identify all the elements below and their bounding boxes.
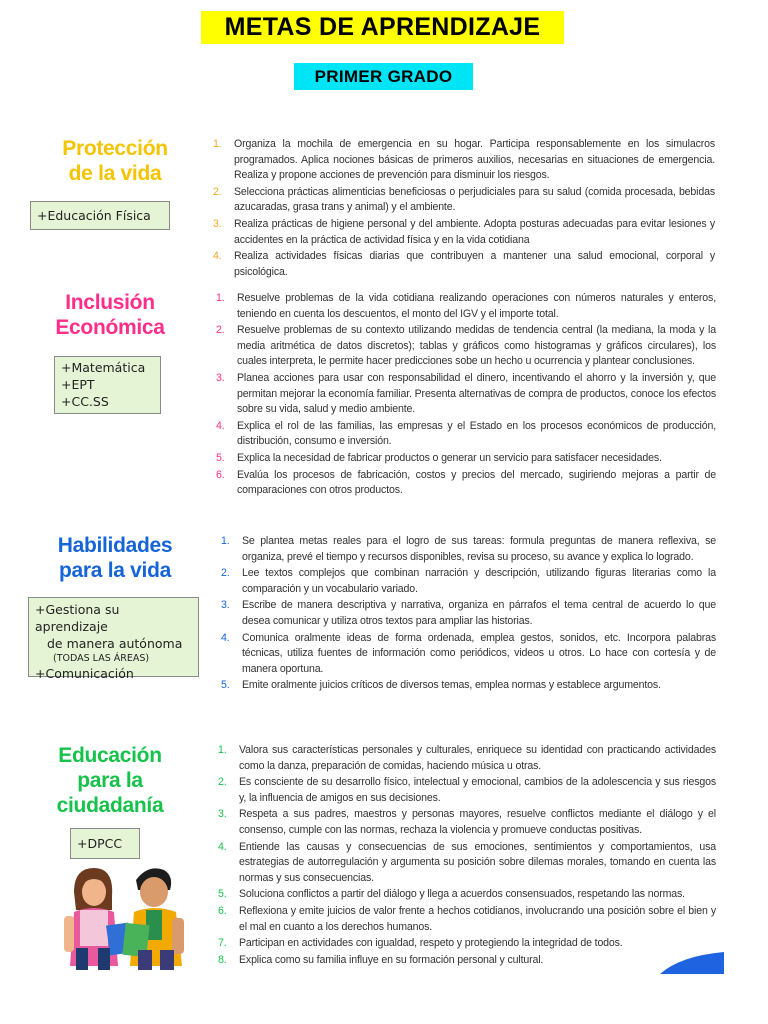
tag-label: +Matemática (61, 360, 146, 375)
tag-box-proteccion (30, 201, 170, 230)
item-text: Realiza actividades físicas diarias que contribuyen a mantener una salud emocional, corporal y psicológica. (234, 250, 715, 278)
item-number: 4. (218, 840, 227, 853)
item-text: Explica como su familia influye en su formación personal y cultural. (239, 953, 544, 966)
list-item (216, 371, 716, 418)
item-number: 5. (216, 451, 225, 464)
tag-label: +Educación Física (37, 208, 151, 223)
item-text: Entiende las causas y consecuencias de sus emociones, sentimientos y comportamientos, usa estrategias de autorregulación y argumenta su posición sobre dilemas morales, tomando en cuenta las normas y sus consecuencias. (239, 840, 716, 884)
goals-list-educacion (218, 743, 716, 969)
list-item (218, 807, 716, 838)
tag-box-inclusion (54, 356, 161, 414)
list-item (213, 185, 715, 216)
item-number: 5. (221, 679, 230, 692)
item-text: Escribe de manera descriptiva y narrativa, organiza en párrafos el tema central de acuerdo lo que desea comunicar y utiliza otros textos para ampliar las historias. (242, 599, 716, 627)
section-heading-proteccion (40, 136, 190, 186)
item-text: Se plantea metas reales para el logro de sus tareas: formula preguntas de manera reflexiva, se organiza, prevé el tiempo y recursos disponibles, revisa su proceso, su avance y explica lo logrado. (242, 535, 716, 563)
item-number: 3. (213, 217, 222, 230)
item-number: 1. (216, 292, 225, 304)
item-text: Realiza prácticas de higiene personal y del ambiente. Adopta posturas adecuadas para evitar lesiones y accidentes en la práctica de actividad física y en la vida cotidiana (234, 217, 715, 246)
item-number: 1. (218, 744, 227, 756)
item-number: 2. (218, 776, 227, 789)
decorative-wave-icon (660, 950, 724, 974)
item-number: 1. (221, 535, 230, 547)
item-number: 7. (218, 937, 227, 950)
section-heading-inclusion (35, 290, 185, 340)
item-text: Emite oralmente juicios críticos de diversos temas, emplea normas y establece argumentos. (242, 679, 661, 692)
list-item (213, 137, 715, 184)
item-text: Planea acciones para usar con responsabilidad el dinero, incentivando el ahorro y la inversión y, que permitan mejorar la economía familiar. Presenta alternativas de compra de productos, conoce los efectos sobre su vida, salud y medio ambiente. (237, 371, 716, 416)
list-item (216, 323, 716, 370)
item-text: Lee textos complejos que combinan narración y descripción, utilizando figuras literarias como la comparación y un vocabulario variado. (242, 567, 716, 595)
item-number: 2. (213, 185, 222, 198)
list-item (221, 631, 716, 678)
item-text: Soluciona conflictos a partir del diálogo y llega a acuerdos consensuados, respetando las normas. (239, 888, 685, 901)
tag-box-habilidades (28, 597, 199, 681)
section-heading-educacion (35, 743, 185, 818)
goals-list-habilidades (221, 534, 716, 695)
item-text: Selecciona prácticas alimenticias beneficiosas o perjudiciales para su salud (comida procesada, bebidas azucaradas, grasa trans y animal) y el ambiente. (234, 185, 715, 214)
item-number: 8. (218, 953, 227, 966)
list-item (221, 534, 716, 565)
tag-box-educacion (70, 828, 140, 859)
item-text: Explica el rol de las familias, las empresas y el Estado en los procesos económicos de producción, distribución, consumo e inversión. (237, 419, 716, 448)
list-item (216, 451, 716, 467)
page-title: METAS DE APRENDIZAJE (201, 11, 564, 44)
tag-label: +EPT (61, 377, 95, 392)
list-item (218, 936, 716, 952)
heading-line: Protección (62, 137, 168, 160)
student-girl-icon (64, 868, 132, 970)
heading-line: Educación (58, 744, 162, 767)
list-item (218, 775, 716, 806)
list-item (221, 598, 716, 629)
item-text: Respeta a sus padres, maestros y personas mayores, resuelve conflictos mediante el diálogo y el consenso, cumple con las normas, rechaza la violencia y promueve conductas positivas. (239, 808, 716, 836)
goals-list-proteccion (213, 137, 715, 281)
list-item (218, 953, 716, 969)
list-item (218, 743, 716, 774)
list-item (213, 249, 715, 280)
heading-line: Inclusión (65, 291, 155, 314)
list-item (216, 291, 716, 322)
list-item (218, 887, 716, 903)
item-number: 6. (218, 904, 227, 917)
heading-line: ciudadanía (56, 794, 164, 817)
item-number: 3. (221, 599, 230, 612)
item-text: Evalúa los procesos de fabricación, costos y precios del mercado, sugiriendo mejoras a partir de comparaciones con otros productos. (237, 468, 716, 497)
item-number: 3. (218, 808, 227, 821)
list-item (216, 419, 716, 450)
item-number: 2. (221, 567, 230, 580)
section-heading-habilidades (40, 533, 190, 583)
item-number: 4. (221, 631, 230, 644)
students-illustration (60, 862, 200, 974)
item-number: 6. (216, 468, 225, 481)
heading-line: para la vida (59, 559, 171, 582)
item-text: Resuelve problemas de la vida cotidiana realizando operaciones con números naturales y enteros, teniendo en cuenta los descuentos, el monto del IGV y el importe total. (237, 292, 716, 320)
item-text: Explica la necesidad de fabricar productos o generar un servicio para satisfacer necesidades. (237, 451, 662, 464)
item-text: Resuelve problemas de su contexto utilizando medidas de tendencia central (la mediana, la moda y la media aritmética de datos discretos); tablas y gráficos como histogramas y gráficos circulares), los cuales interpreta, le permite hacer predicciones sobe un hecho u ocurrencia y plantear conclusiones. (237, 324, 716, 368)
list-item (216, 468, 716, 499)
tag-label: +CC.SS (61, 394, 109, 409)
item-number: 1. (213, 138, 222, 150)
item-number: 3. (216, 371, 225, 384)
list-item (221, 678, 716, 694)
item-number: 4. (216, 419, 225, 432)
student-boy-icon (122, 868, 184, 970)
item-number: 4. (213, 250, 222, 263)
heading-line: Económica (55, 316, 165, 339)
page-subtitle: PRIMER GRADO (294, 63, 473, 90)
heading-line: de la vida (68, 162, 162, 185)
goals-list-inclusion (216, 291, 716, 500)
item-text: Participan en actividades con igualdad, respeto y protegiendo la integridad de todos. (239, 937, 623, 950)
item-text: Valora sus características personales y culturales, enriquece su identidad con practicando actividades como la danza, preparación de comidas, haciendo música u otras. (239, 744, 716, 772)
heading-line: Habilidades (57, 534, 173, 557)
tag-label: +Comunicación (35, 666, 134, 681)
list-item (218, 904, 716, 935)
list-item (213, 217, 715, 248)
item-number: 5. (218, 888, 227, 901)
list-item (218, 840, 716, 887)
item-text: Comunica oralmente ideas de forma ordenada, emplea gestos, sonidos, etc. Incorpora palabras técnicas, utiliza fuentes de información como periódicos, videos u otros. Lo hace con cortesía y de manera oportuna. (242, 631, 716, 675)
heading-line: para la (77, 769, 143, 792)
item-text: Reflexiona y emite juicios de valor frente a hechos cotidianos, involucrando una posición sobre el bien y el mal en cuanto a los derechos humanos. (239, 904, 716, 933)
tag-label: de manera autónoma (47, 636, 183, 651)
item-text: Es consciente de su desarrollo físico, intelectual y emocional, cambios de la adolescencia y sus riesgos y, la influencia de amigos en sus decisiones. (239, 776, 716, 804)
list-item (221, 566, 716, 597)
tag-label: +Gestiona su aprendizaje (35, 602, 120, 634)
item-text: Organiza la mochila de emergencia en su hogar. Participa responsablemente en los simulacros programados. Aplica nociones básicas de primeros auxilios, necesarias en situaciones de emergencia. Realiza y propone acciones de prevención para disminuir los riesgos. (234, 138, 715, 182)
tag-label: +DPCC (77, 836, 123, 851)
item-number: 2. (216, 324, 225, 337)
tag-label: (TODAS LAS ÁREAS) (53, 653, 150, 664)
